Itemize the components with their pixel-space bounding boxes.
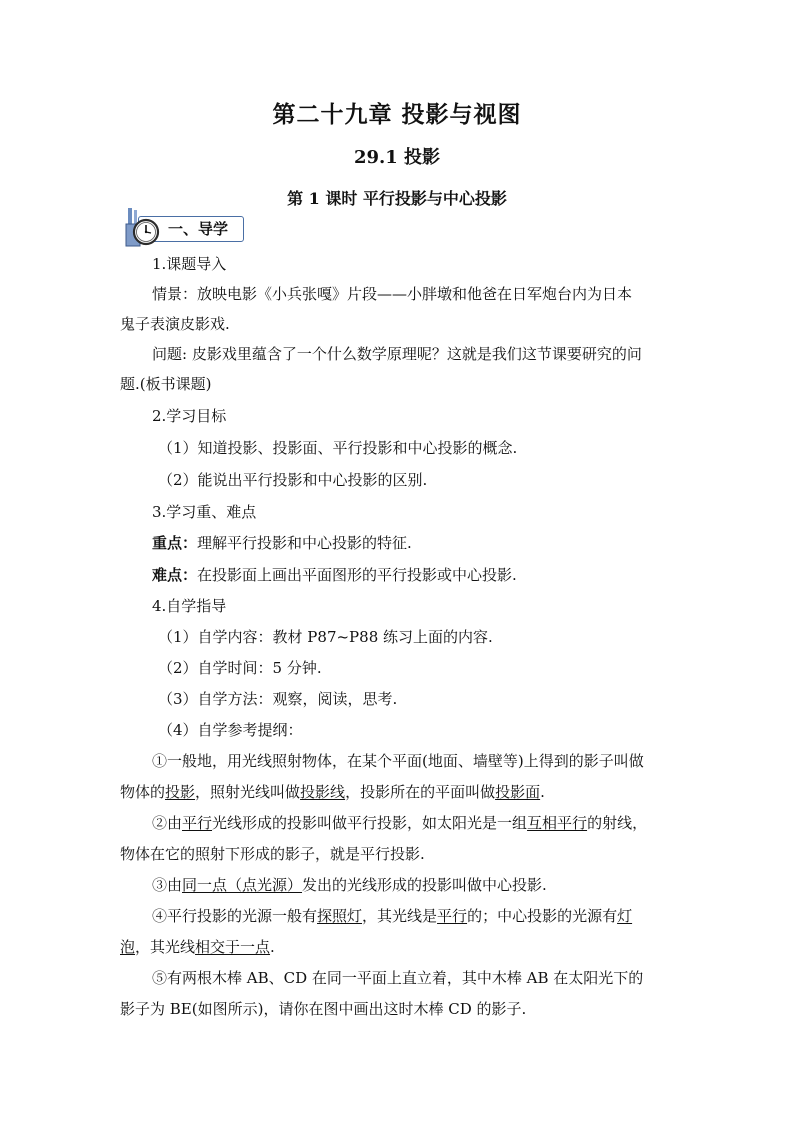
guide-heading: 4.自学指导	[152, 597, 227, 615]
focus-line	[152, 533, 712, 553]
goals-heading: 2.学习目标	[152, 407, 227, 425]
clock-icon	[122, 206, 166, 248]
text-run: ，其光线是	[362, 907, 438, 925]
blank-answer: 相交于一点	[195, 938, 271, 956]
difficulty-label: 难点：	[152, 566, 198, 584]
text-run: 物体的	[120, 783, 166, 801]
outline-item-1-line1: ①一般地，用光线照射物体，在某个平面(地面、墙壁等)上得到的影子叫做	[152, 752, 644, 770]
text-run: ②由	[152, 814, 183, 832]
scene-text-line2: 鬼子表演皮影戏.	[120, 315, 230, 333]
text-run: 光线形成的投影叫做平行投影，如太阳光是一组	[212, 814, 528, 832]
text-run: ，其光线	[135, 938, 196, 956]
guide-item: （2）自学时间：5 分钟.	[158, 659, 322, 677]
blank-answer: 探照灯	[317, 907, 363, 925]
blank-answer: 投影	[165, 783, 196, 801]
text-run: .	[540, 783, 545, 801]
chapter-title: 第二十九章 投影与视图	[272, 101, 522, 128]
outline-item-1-line2	[120, 782, 680, 802]
goal-item: （2）能说出平行投影和中心投影的区别.	[158, 471, 428, 489]
text-run: .	[270, 938, 275, 956]
blank-answer: 投影面	[495, 783, 541, 801]
outline-item-2-line1	[152, 813, 712, 833]
outline-item-4-line2	[120, 937, 680, 957]
blank-answer: 灯	[617, 907, 633, 925]
blank-answer: 同一点（点光源）	[182, 876, 303, 894]
blank-answer: 投影线	[300, 783, 346, 801]
text-run: ，投影所在的平面叫做	[345, 783, 496, 801]
guide-item: （4）自学参考提纲：	[158, 721, 303, 739]
intro-heading: 1.课题导入	[152, 255, 227, 273]
focus-text: 理解平行投影和中心投影的特征.	[197, 534, 412, 552]
outline-item-5-line1: ⑤有两根木棒 AB、CD 在同一平面上直立着，其中木棒 AB 在太阳光下的	[152, 969, 644, 987]
goal-item: （1）知道投影、投影面、平行投影和中心投影的概念.	[158, 439, 518, 457]
text-run: 的；中心投影的光源有	[467, 907, 618, 925]
text-run: 发出的光线形成的投影叫做中心投影.	[302, 876, 547, 894]
focus-label: 重点：	[152, 534, 198, 552]
text-run: ④平行投影的光源一般有	[152, 907, 318, 925]
outline-item-3	[152, 875, 712, 895]
banner-label: 一、导学	[168, 220, 229, 238]
difficulty-line	[152, 565, 712, 585]
outline-item-4-line1	[152, 906, 712, 926]
key-points-heading: 3.学习重、难点	[152, 503, 257, 521]
question-text-line1: 问题: 皮影戏里蕴含了一个什么数学原理呢？这就是我们这节课要研究的问	[152, 345, 642, 363]
section-banner	[122, 206, 246, 246]
text-run: 的射线，	[587, 814, 648, 832]
section-title: 29.1 投影	[353, 147, 441, 168]
lesson-title: 第 1 课时 平行投影与中心投影	[287, 189, 507, 208]
difficulty-text: 在投影面上画出平面图形的平行投影或中心投影.	[197, 566, 517, 584]
blank-answer: 平行	[437, 907, 468, 925]
blank-answer: 平行	[182, 814, 213, 832]
guide-item: （3）自学方法：观察，阅读，思考.	[158, 690, 398, 708]
outline-item-5-line2: 影子为 BE(如图所示)，请你在图中画出这时木棒 CD 的影子.	[120, 1000, 527, 1018]
guide-item: （1）自学内容：教材 P87~P88 练习上面的内容.	[158, 628, 493, 646]
text-run: ，照射光线叫做	[195, 783, 301, 801]
text-run: ③由	[152, 876, 183, 894]
blank-answer: 泡	[120, 938, 136, 956]
question-text-line2: 题.(板书课题)	[120, 375, 212, 393]
outline-item-2-line2: 物体在它的照射下形成的影子，就是平行投影.	[120, 845, 425, 863]
blank-answer: 互相平行	[527, 814, 588, 832]
scene-text-line1: 情景：放映电影《小兵张嘎》片段——小胖墩和他爸在日军炮台内为日本	[152, 285, 633, 303]
